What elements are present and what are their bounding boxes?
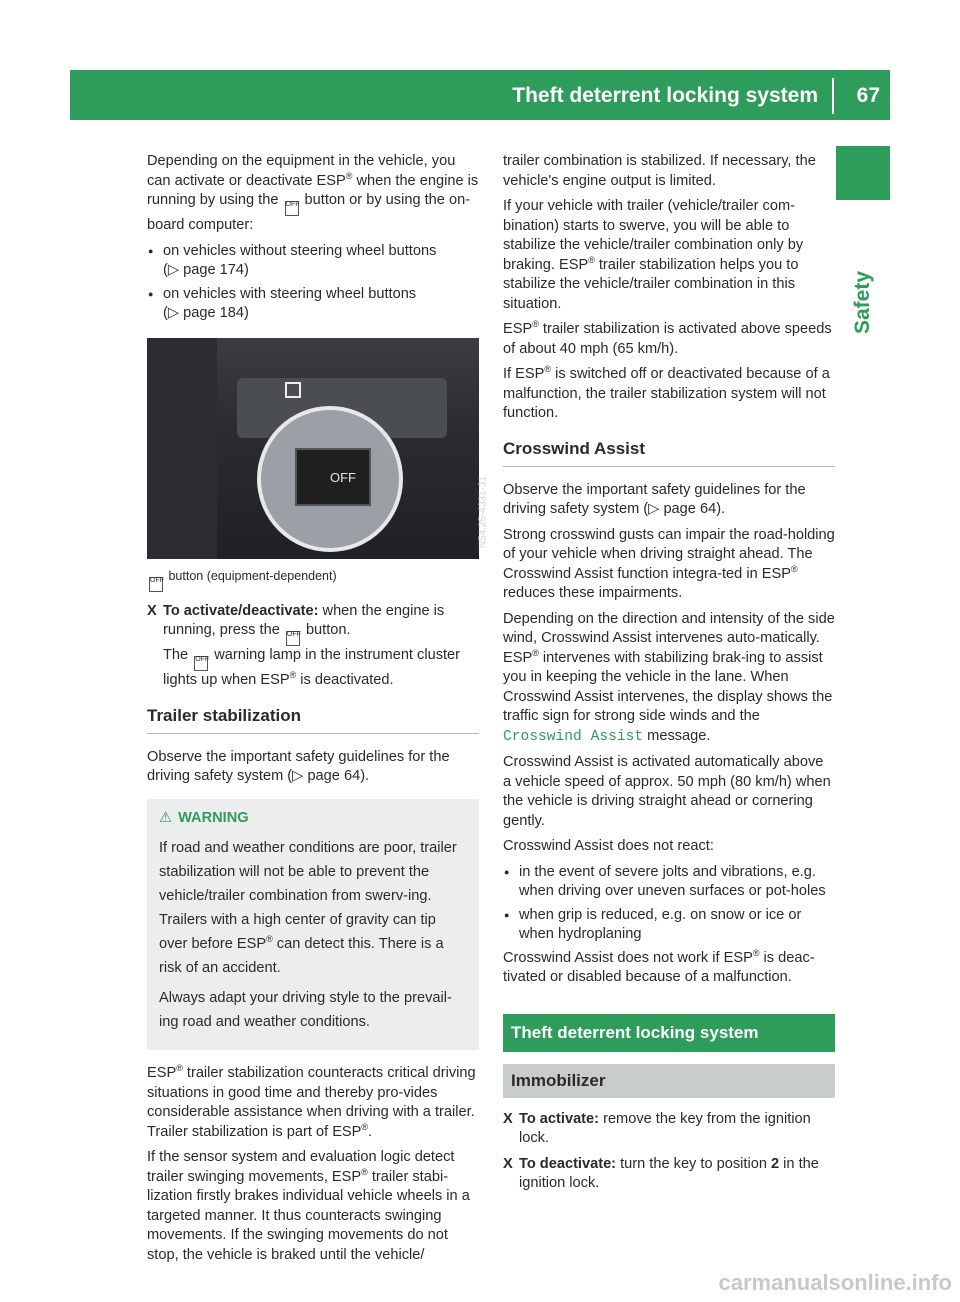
list-item: ● on vehicles with steering wheel buttons (▷ page 184) (147, 285, 479, 324)
photo-highlighted-switch (285, 382, 301, 398)
section-tab-marker (836, 146, 890, 200)
photo-vent (147, 338, 217, 559)
body-paragraph: trailer combination is stabilized. If necessary, the vehicle's engine output is limited. (503, 153, 816, 189)
esp-off-icon: OFF (330, 469, 356, 485)
right-column (503, 152, 835, 1200)
warning-box (147, 799, 479, 1051)
intro-paragraph: Depending on the equipment in the vehicle, you can activate or deactivate ESP® when the engine is running by using the OFF button or by using the on-board computer: (147, 153, 479, 233)
instruction-step: X To deactivate: turn the key to position 2 in the ignition lock. (503, 1155, 819, 1191)
dashboard-photo (147, 338, 488, 559)
warning-text: Always adapt your driving style to the prevail-ing road and weather conditions. (159, 990, 452, 1030)
page-header (70, 70, 890, 120)
instruction-step: X To activate/deactivate: when the engine is running, press the OFF button. The OFF warning lamp in the instrument cluster lights up when ESP® is deactivated. (147, 602, 461, 688)
body-paragraph: Crosswind Assist does not work if ESP® is deac-tivated or disabled because of a malfunction. (503, 947, 815, 985)
body-paragraph: ESP® trailer stabilization is activated above speeds of about 40 mph (65 km/h). (503, 319, 832, 357)
observe-paragraph: Observe the important safety guidelines for the driving safety system (▷ page 64). (147, 748, 450, 784)
instruction-step: X To activate: remove the key from the ignition lock. (503, 1110, 811, 1146)
step-marker: X (147, 602, 157, 619)
header-divider (832, 78, 834, 114)
subsection-title-bar: Immobilizer (503, 1064, 835, 1098)
warning-text: If road and weather conditions are poor, trailer stabilization will not be able to prevent the vehicle/trailer combination from swerv-ing. Trailers with a high center of gravity can tip over before ESP® can detect this. There is a risk of an accident. (159, 840, 457, 976)
step-marker: X (503, 1155, 513, 1172)
photo-code: N54.25-4331-31 (477, 475, 488, 548)
warning-triangle-icon: ⚠ (159, 809, 173, 826)
page-reference-link[interactable]: (▷ page 174) (163, 262, 249, 278)
warning-heading: ⚠ WARNING (159, 809, 249, 826)
section-title-bar: Theft deterrent locking system (503, 1014, 835, 1052)
page-reference-link[interactable]: (▷ page 184) (163, 305, 249, 321)
esp-off-icon: OFF (194, 656, 208, 671)
body-paragraph: Depending on the direction and intensity of the side wind, Crosswind Assist intervenes auto-matically. ESP® intervenes with stabilizing brak-ing to assist you in keeping the vehicle in the lane. When Crosswind Assist intervenes, the display shows the traffic sign for strong side winds and the Crosswind Assist message. (503, 610, 835, 745)
heading-rule (503, 466, 835, 467)
list-item: ● in the event of severe jolts and vibrations, e.g. when driving over uneven surfaces or pot-holes (503, 863, 835, 902)
body-paragraph: Strong crosswind gusts can impair the road-holding of your vehicle when driving straight ahead. The Crosswind Assist function integra-ted in ESP® reduces these impairments. (503, 526, 835, 601)
list-item: ● when grip is reduced, e.g. on snow or ice or when hydroplaning (503, 906, 835, 945)
body-paragraph: ESP® trailer stabilization counteracts critical driving situations in good time and thereby pro-vides considerable assistance when driving with a trailer. Trailer stabilization is part of ESP®. (147, 1063, 476, 1140)
left-column (147, 152, 488, 1271)
body-paragraph: If your vehicle with trailer (vehicle/trailer com-bination) starts to swerve, you will be able to stabilize the vehicle/trailer combination only by braking. ESP® trailer stabilization helps you to stabilize the vehicle/trailer combination in this situation. (503, 198, 804, 312)
heading-rule (147, 733, 479, 734)
observe-paragraph: Observe the important safety guidelines for the driving safety system (▷ page 64). (503, 481, 806, 517)
list-item: ● on vehicles without steering wheel buttons (▷ page 174) (147, 242, 479, 281)
esp-off-icon: OFF (149, 577, 163, 592)
body-paragraph: Crosswind Assist is activated automatically above a vehicle speed of approx. 50 mph (80 km/h) when the vehicle is driving straight ahead or cornering gently. (503, 754, 831, 829)
section-heading: Crosswind Assist (503, 438, 646, 458)
header-title: Theft deterrent locking system (512, 84, 818, 107)
watermark: carmanualsonline.info (718, 1269, 952, 1295)
esp-off-icon: OFF (286, 631, 300, 646)
step-marker: X (503, 1110, 513, 1127)
sidebar-section-label: Safety (851, 270, 874, 334)
display-message: Crosswind Assist (503, 728, 644, 745)
body-paragraph: If the sensor system and evaluation logic detect trailer swinging movements, ESP® trailer stabi-lization firstly brakes individual vehicle wheels in a targeted manner. It thus counteracts swinging movements. If the swinging movements do not stop, the vehicle is braked until the vehicle/ (147, 1149, 470, 1263)
section-heading: Trailer stabilization (147, 705, 301, 725)
esp-off-icon: OFF (285, 201, 299, 216)
body-paragraph: If ESP® is switched off or deactivated because of a malfunction, the trailer stabilization system will not function. (503, 364, 830, 421)
photo-caption: OFF button (equipment-dependent) (147, 567, 479, 592)
body-paragraph: Crosswind Assist does not react: (503, 838, 714, 854)
page-number: 67 (856, 84, 880, 107)
